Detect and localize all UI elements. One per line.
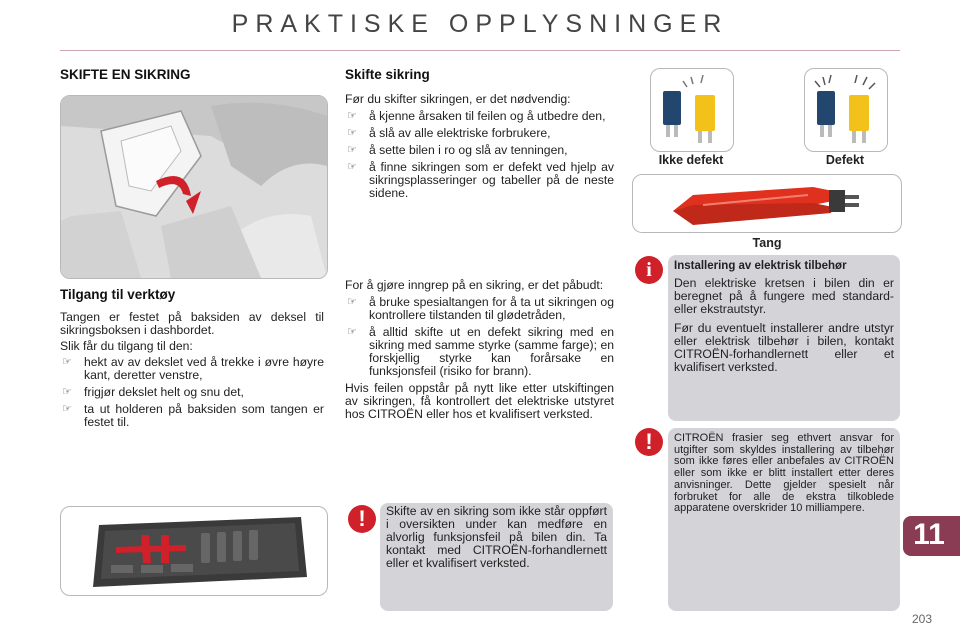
list-item: ☞ å kjenne årsaken til feilen og å utbedre den, — [347, 109, 606, 123]
warning-icon: ! — [348, 505, 376, 533]
pointing-hand-icon: ☞ — [347, 296, 357, 308]
list-item: ☞ å slå av alle elektriske forbrukere, — [347, 126, 551, 140]
pliers-label: Tang — [752, 236, 782, 250]
info-paragraph-2: Før du eventuelt installerer andre utstyr eller elektrisk tilbehør i bilen, kontakt CITROËN-forhandlernett eller et kvalifisert verksted. — [674, 321, 894, 374]
pointing-hand-icon: ☞ — [62, 386, 72, 398]
info-content — [674, 260, 894, 374]
fuse-ok-label: Ikke defekt — [658, 153, 724, 167]
chapter-number: 11 — [913, 518, 945, 551]
fuse-defect-drawing — [805, 69, 887, 151]
closing-text: Hvis feilen oppstår på nytt like etter utskiftingen av sikringen, få kontrollert det elektriske utstyret hos CITROËN eller hos et kvalifisert verksted. — [345, 381, 614, 421]
warning-text: Skifte av en sikring som ikke står oppført i oversikten under kan medføre en alvorlig funksjonsfeil på bilen din. Ta kontakt med CITROËN-forhandlernett eller et kvalifisert verksted. — [386, 504, 607, 570]
warning-text-right: CITROËN frasier seg ethvert ansvar for utgifter som skyldes installering av tilbehør som ikke føres eller anbefales av CITROËN eller som ikke er blitt installert etter deres anvisninger. Dette gjelder spesielt når forbruket for alle de ekstra tilkoblede apparatene overskrider 10 milliampere. — [674, 432, 894, 515]
dashboard-drawing — [61, 96, 327, 278]
fuse-holder-drawing — [61, 507, 327, 595]
fuse-ok-illustration — [650, 68, 734, 152]
fuse-defect-illustration — [804, 68, 888, 152]
header-divider — [60, 50, 900, 51]
fuse-holder-illustration — [60, 506, 328, 596]
list-item: ☞ hekt av av dekslet ved å trekke i øvre høyre kant, deretter venstre, — [62, 355, 324, 382]
pointing-hand-icon: ☞ — [62, 356, 72, 368]
fuse-defect-label: Defekt — [825, 153, 865, 167]
chapter-tab — [903, 516, 960, 556]
access-intro-text: Slik får du tilgang til den: — [60, 339, 193, 353]
pointing-hand-icon: ☞ — [347, 161, 357, 173]
pointing-hand-icon: ☞ — [347, 144, 357, 156]
info-icon: i — [635, 256, 663, 284]
section-title: SKIFTE EN SIKRING — [60, 67, 191, 82]
subsection-title-tool-access: Tilgang til verktøy — [60, 287, 176, 302]
pliers-illustration — [632, 174, 902, 233]
warning-icon: ! — [635, 428, 663, 456]
warning-box-accessories — [668, 428, 900, 611]
fuse-ok-drawing — [651, 69, 733, 151]
info-title: Installering av elektrisk tilbehør — [674, 260, 847, 272]
pointing-hand-icon: ☞ — [347, 127, 357, 139]
middle-text-block-1 — [345, 93, 614, 200]
list-item: ☞ å sette bilen i ro og slå av tenningen, — [347, 143, 568, 157]
middle-text-block-2 — [345, 279, 614, 421]
list-item: ☞ ta ut holderen på baksiden som tangen er festet til. — [62, 402, 324, 429]
page-number: 203 — [912, 612, 933, 626]
before-intro-text: Før du skifter sikringen, er det nødvendig: — [345, 92, 571, 106]
pliers-drawing — [633, 175, 901, 232]
warning-box-fuse — [380, 503, 613, 611]
pointing-hand-icon: ☞ — [62, 403, 72, 415]
list-item: ☞ å alltid skifte ut en defekt sikring med en sikring med samme styrke (samme farge); en forskjellig styrke kan forårsake en funksjonsfeil (risiko for brann). — [347, 325, 614, 378]
dashboard-illustration — [60, 95, 328, 279]
required-intro-text: For å gjøre inngrep på en sikring, er det påbudt: — [345, 278, 604, 292]
info-paragraph-1: Den elektriske kretsen i bilen din er beregnet på å fungere med standard- eller ekstrautstyr. — [674, 276, 894, 316]
list-item: ☞ frigjør dekslet helt og snu det, — [62, 385, 244, 399]
list-item: ☞ å bruke spesialtangen for å ta ut sikringen og kontrollere tilstanden til glødetråden, — [347, 295, 614, 322]
list-item: ☞ å finne sikringen som er defekt ved hjelp av sikringsplasseringer og tabeller på de neste sidene. — [347, 160, 614, 200]
pointing-hand-icon: ☞ — [347, 326, 357, 338]
left-text-block — [60, 311, 324, 429]
tool-location-text: Tangen er festet på baksiden av deksel til sikringsboksen i dashbordet. — [60, 310, 324, 337]
info-box-accessories — [668, 255, 900, 421]
pointing-hand-icon: ☞ — [347, 110, 357, 122]
subsection-title-replace-fuse: Skifte sikring — [345, 67, 430, 82]
page-title: PRAKTISKE OPPLYSNINGER — [231, 10, 729, 38]
